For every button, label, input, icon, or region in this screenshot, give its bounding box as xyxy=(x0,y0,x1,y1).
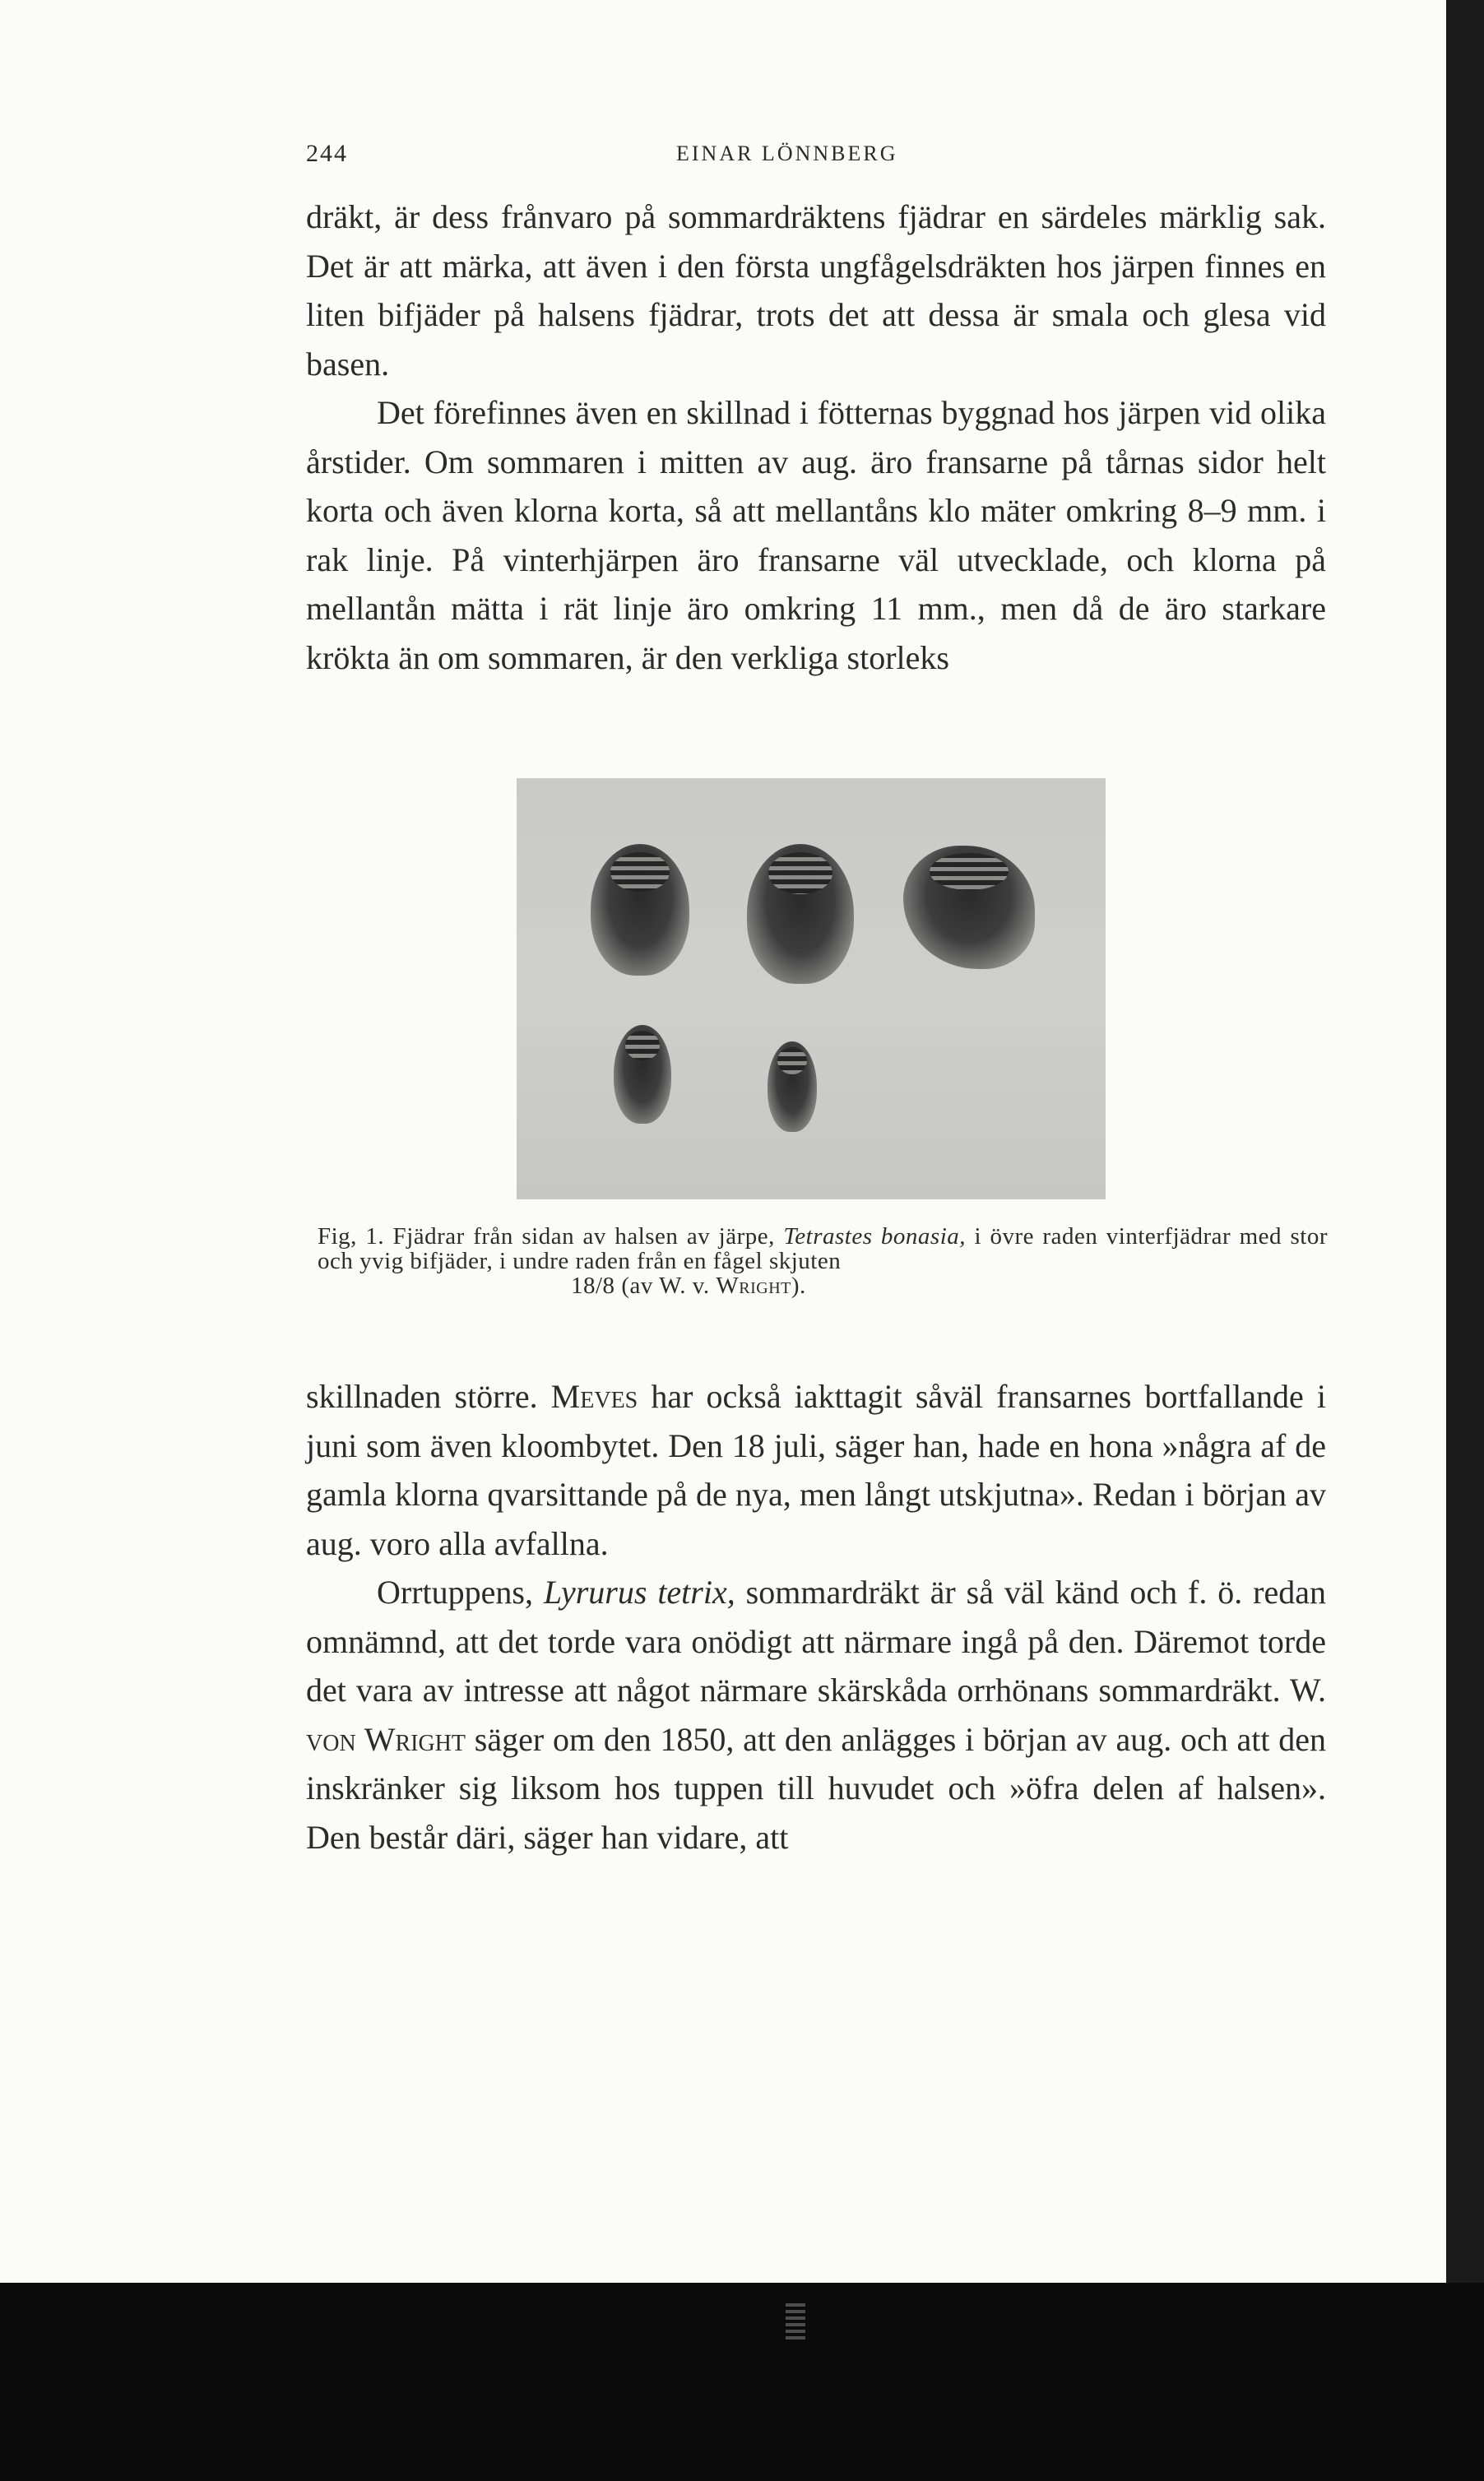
paragraph-4-b: sommardräkt är så väl känd och f. ö. redan omnämnd, att det torde vara onödigt att närmare ingå på den. Däremot torde det vara av intresse att något närmare skärskåda orrhönans sommardräkt. W. xyxy=(306,1574,1326,1709)
paragraph-3-a: skillnaden större. xyxy=(306,1378,551,1415)
body-text-top xyxy=(306,192,1326,682)
winter-feather-1 xyxy=(591,844,689,976)
feather-figure xyxy=(517,778,1106,1199)
running-head: EINAR LÖNNBERG xyxy=(676,141,898,165)
caption-species: Tetrastes bonasia, xyxy=(783,1223,967,1250)
summer-feather-1 xyxy=(614,1025,671,1124)
scan-bottom-strip xyxy=(0,2283,1484,2481)
scan-right-edge xyxy=(1446,0,1484,2283)
paragraph-2: Det förefinnes även en skillnad i fötternas byggnad hos järpen vid olika årstider. Om sommaren i mitten av aug. äro fransarne på tårnas sidor helt korta och även klorna korta, så att mellantåns klo mäter omkring 8–9 mm. i rak linje. På vinterhjärpen äro fransarne väl utvecklade, och klorna på mellantån mätta i rät linje äro omkring 11 mm., men då de äro starkare krökta än om sommaren, är den verkliga storleks xyxy=(306,394,1326,676)
author-meves: Meves xyxy=(550,1378,638,1415)
body-text-bottom xyxy=(306,1372,1326,1862)
caption-text-a: Fig, 1. Fjädrar från sidan av halsen av järpe, xyxy=(318,1223,784,1250)
page-header xyxy=(306,140,1326,173)
caption-text-c: (av W. v. xyxy=(614,1273,716,1299)
caption-line-3 xyxy=(318,1273,1328,1298)
author-von-wright: von Wright xyxy=(306,1720,466,1758)
paragraph-4 xyxy=(306,1568,1326,1862)
summer-feather-2 xyxy=(768,1041,817,1132)
species-lyrurus: Lyrurus tetrix, xyxy=(543,1574,735,1611)
paragraph-3-b: har också iakttagit såväl fransarnes bortfallande i juni som även kloombytet. Den 18 juli, säger han, hade en hona »några af de gamla klorna qvarsittande på de nya, men långt utskjutna». Redan i början av aug. voro alla avfallna. xyxy=(306,1378,1326,1562)
winter-feather-3 xyxy=(903,846,1035,969)
winter-feather-2 xyxy=(747,844,854,984)
figure-caption xyxy=(318,1224,1328,1298)
caption-author: Wright xyxy=(716,1273,791,1299)
scan-mark xyxy=(786,2303,805,2340)
paragraph-4-c: säger om den 1850, att den anlägges i början av aug. och att den inskränker sig liksom hos tuppen till huvudet och »öfra delen af halsen». Den består däri, säger han vidare, att xyxy=(306,1720,1326,1856)
paragraph-1: dräkt, är dess frånvaro på sommardräktens fjädrar en särdeles märklig sak. Det är att märka, att även i den första ungfågelsdräkten hos järpen finnes en liten bifjäder på halsens fjädrar, trots det att dessa är smala och glesa vid basen. xyxy=(306,198,1326,383)
paragraph-3 xyxy=(306,1372,1326,1568)
caption-text-b: i övre raden vinterfjädrar med stor och yvig bifjäder, i undre raden från en fågel skjuten xyxy=(318,1223,1328,1274)
page-number: 244 xyxy=(306,140,348,167)
paragraph-4-a: Orrtuppens, xyxy=(377,1574,544,1611)
caption-text-d: ). xyxy=(791,1273,806,1299)
caption-date: 18/8 xyxy=(571,1273,615,1299)
